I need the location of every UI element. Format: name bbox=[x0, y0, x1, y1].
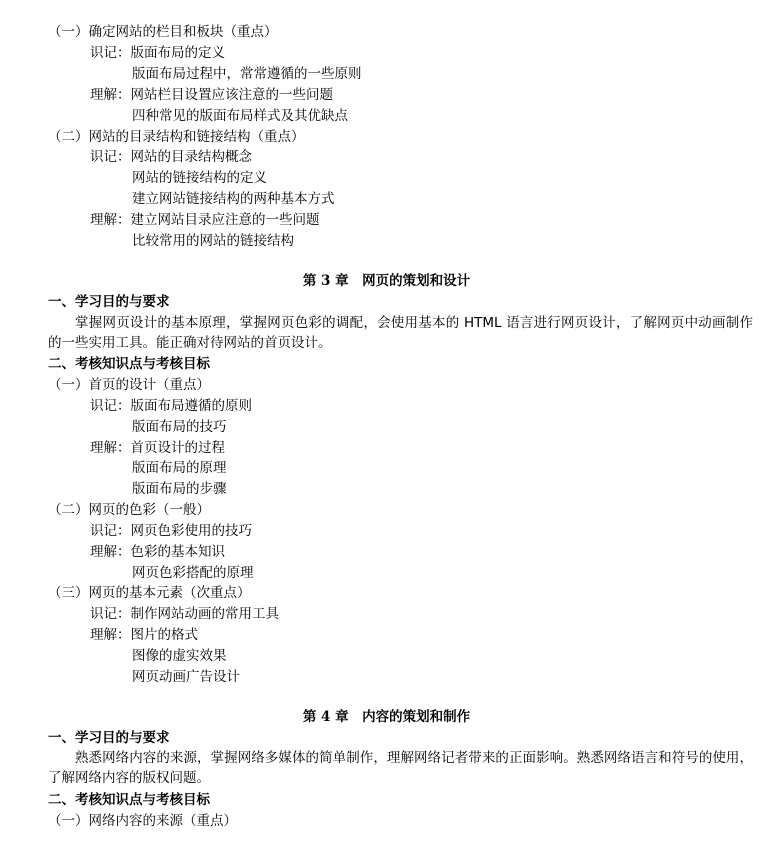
subsection-heading: （二）网页的色彩（一般） bbox=[48, 502, 210, 518]
subsection-heading: （一）首页的设计（重点） bbox=[48, 377, 210, 393]
text-line: 图像的虚实效果 bbox=[132, 648, 227, 664]
text-line: 识记：版面布局遵循的原则 bbox=[90, 398, 252, 414]
chapter-title: 第 4 章 内容的策划和制作 bbox=[302, 709, 471, 725]
text-line: 理解：图片的格式 bbox=[90, 627, 198, 643]
text-line: 识记：网页色彩使用的技巧 bbox=[90, 523, 252, 539]
text-line: 建立网站链接结构的两种基本方式 bbox=[132, 191, 335, 207]
section-heading: 一、学习目的与要求 bbox=[48, 294, 170, 310]
text-line: 识记：版面布局的定义 bbox=[90, 45, 225, 61]
subsection-heading: （一）网络内容的来源（重点） bbox=[48, 813, 237, 829]
text-line: 网页色彩搭配的原理 bbox=[132, 565, 254, 581]
chapter-title: 第 3 章 网页的策划和设计 bbox=[302, 273, 471, 289]
text-line: 理解：建立网站目录应注意的一些问题 bbox=[90, 212, 320, 228]
text-line: 理解：色彩的基本知识 bbox=[90, 544, 225, 560]
text-line: 理解：网站栏目设置应该注意的一些问题 bbox=[90, 87, 333, 103]
text-line: 版面布局过程中，常常遵循的一些原则 bbox=[132, 66, 362, 82]
text-line: 识记：制作网站动画的常用工具 bbox=[90, 606, 279, 622]
paragraph: 掌握网页设计的基本原理，掌握网页色彩的调配，会使用基本的 HTML 语言进行网页设计，了解网页中动画制作的一些实用工具。能正确对待网站的首页设计。 bbox=[48, 315, 753, 351]
section-heading: 二、考核知识点与考核目标 bbox=[48, 792, 210, 808]
text-line: 版面布局的步骤 bbox=[132, 481, 227, 497]
text-line: 版面布局的技巧 bbox=[132, 419, 227, 435]
text-line: 四种常见的版面布局样式及其优缺点 bbox=[132, 108, 348, 124]
subsection-heading: （一）确定网站的栏目和板块（重点） bbox=[48, 24, 278, 40]
section-heading: 一、学习目的与要求 bbox=[48, 730, 170, 746]
text-line: 识记：网站的目录结构概念 bbox=[90, 149, 252, 165]
text-line: 网站的链接结构的定义 bbox=[132, 170, 267, 186]
text-line: 网页动画广告设计 bbox=[132, 669, 240, 685]
text-line: 版面布局的原理 bbox=[132, 460, 227, 476]
section-heading: 二、考核知识点与考核目标 bbox=[48, 356, 210, 372]
subsection-heading: （三）网页的基本元素（次重点） bbox=[48, 585, 251, 601]
subsection-heading: （二）网站的目录结构和链接结构（重点） bbox=[48, 129, 305, 145]
paragraph: 熟悉网络内容的来源，掌握网络多媒体的简单制作，理解网络记者带来的正面影响。熟悉网络语言和符号的使用，了解网络内容的版权问题。 bbox=[48, 750, 753, 786]
text-line: 理解：首页设计的过程 bbox=[90, 440, 225, 456]
text-line: 比较常用的网站的链接结构 bbox=[132, 233, 294, 249]
